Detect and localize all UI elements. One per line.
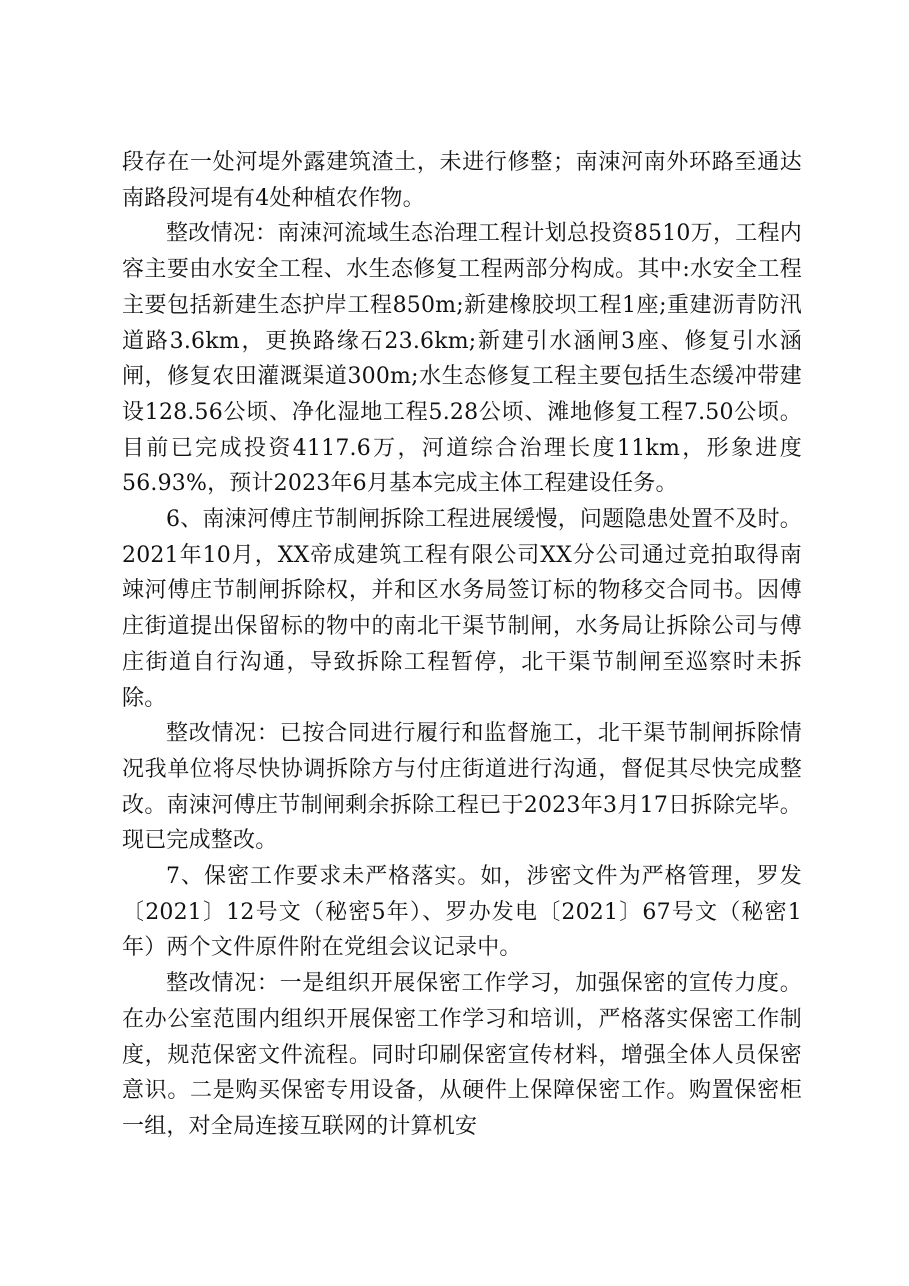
paragraph-issue-7: 7、保密工作要求未严格落实。如，涉密文件为严格管理，罗发〔2021〕12号文（秘密5年）、罗办发电〔2021〕67号文（秘密1年）两个文件原件附在党组会议记录中。	[122, 864, 802, 961]
paragraph-continuation: 段存在一处河堤外露建筑渣土，未进行修整；南涑河南外环路至通达南路段河堤有4处种植农作物。	[122, 150, 802, 211]
paragraph-rectification-investment: 整改情况：南涑河流域生态治理工程计划总投资8510万，工程内容主要由水安全工程、水生态修复工程两部分构成。其中:水安全工程主要包括新建生态护岸工程850m;新建橡胶坝工程1座;重建沥青防汛道路3.6km，更换路缘石23.6km;新建引水涵闸3座、修复引水涵闸，修复农田灌溉渠道300m;水生态修复工程主要包括生态缓冲带建设128.56公顷、净化湿地工程5.28公顷、滩地修复工程7.50公顷。目前已完成投资4117.6万，河道综合治理长度11km，形象进度56.93%，预计2023年6月基本完成主体工程建设任务。	[122, 221, 802, 497]
paragraph-issue-6: 6、南涑河傅庄节制闸拆除工程进展缓慢，问题隐患处置不及时。2021年10月，XX帝成建筑工程有限公司XX分公司通过竞拍取得南竦河傅庄节制闸拆除权，并和区水务局签订标的物移交合同书。因傅庄街道提出保留标的物中的南北干渠节制闸，水务局让拆除公司与傅庄街道自行沟通，导致拆除工程暂停，北干渠节制闸至巡察时未拆除。	[122, 507, 802, 711]
document-body	[122, 145, 802, 1145]
paragraph-rectification-confidentiality: 整改情况：一是组织开展保密工作学习，加强保密的宣传力度。在办公室范围内组织开展保密工作学习和培训，严格落实保密工作制度，规范保密文件流程。同时印刷保密宣传材料，增强全体人员保密意识。二是购买保密专用设备，从硬件上保障保密工作。购置保密柜一组，对全局连接互联网的计算机安	[122, 971, 802, 1139]
paragraph-rectification-demolition: 整改情况：已按合同进行履行和监督施工，北干渠节制闸拆除情况我单位将尽快协调拆除方与付庄街道进行沟通，督促其尽快完成整改。南涑河傅庄节制闸剩余拆除工程已于2023年3月17日拆除完毕。现已完成整改。	[122, 721, 802, 854]
